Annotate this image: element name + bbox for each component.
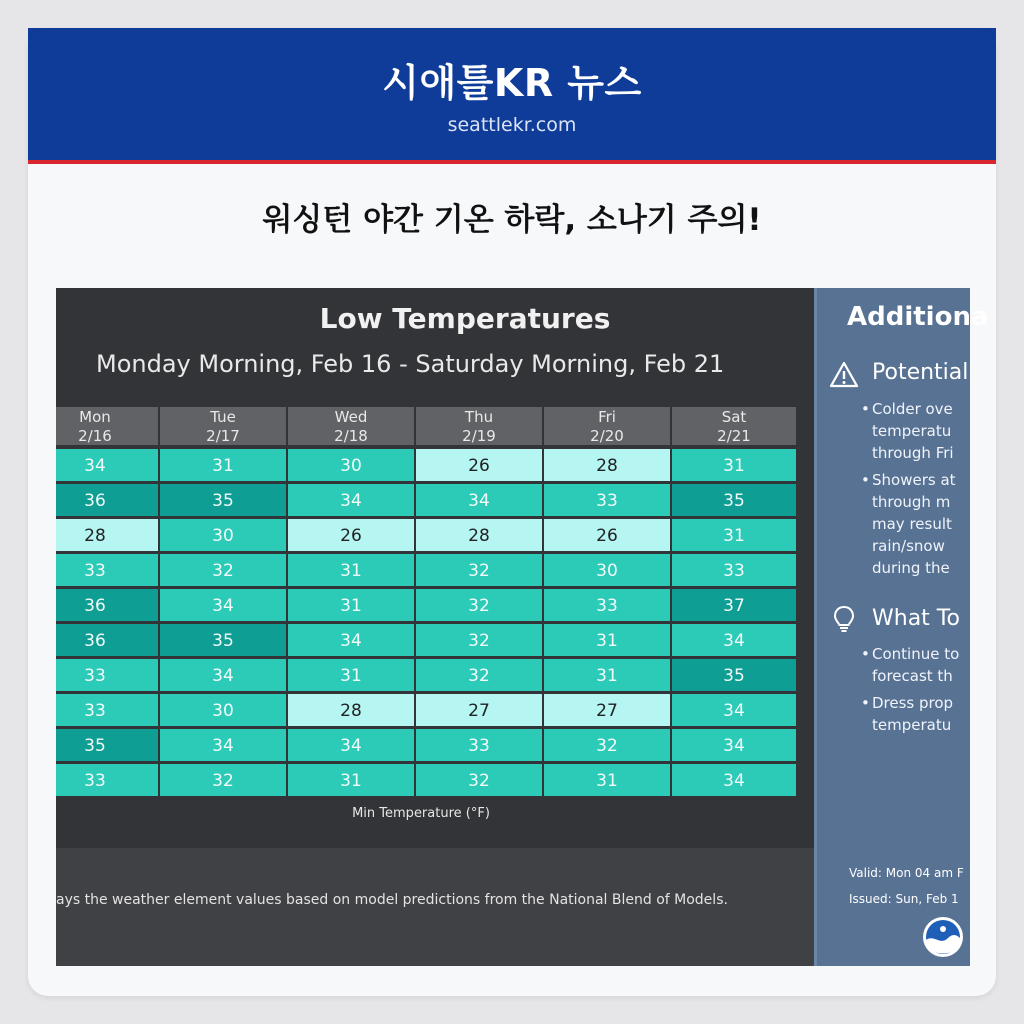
temperature-value: 35 [212,631,234,651]
temperature-value: 32 [468,631,490,651]
column-day-label: Mon [79,408,111,426]
temperature-value: 36 [84,596,106,616]
temperature-value: 34 [723,631,745,651]
lightbulb-icon [829,604,859,634]
temperature-value: 34 [84,456,106,476]
site-url[interactable]: seattlekr.com [447,114,577,136]
temperature-value: 33 [84,771,106,791]
temperature-cell [56,764,158,796]
temperature-cell [56,694,158,726]
temperature-value: 33 [84,561,106,581]
potential-item-1: • Colder ove temperatu through Fri [861,400,954,462]
news-card [28,28,996,996]
temperature-value: 35 [723,491,745,511]
column-day-label: Thu [464,408,494,426]
temperature-value: 30 [212,526,234,546]
temperature-value: 36 [84,631,106,651]
potential-item-2-line: during the [872,559,950,577]
temperature-value: 31 [340,561,362,581]
temperature-value: 31 [340,771,362,791]
temperature-cell [56,589,158,621]
additional-info-panel [814,288,989,966]
temperature-value: 34 [212,666,234,686]
chart-title: Low Temperatures [319,302,611,335]
temperature-value: 28 [84,526,106,546]
temperature-value: 34 [212,596,234,616]
column-day-label: Fri [598,408,616,426]
temperature-cell [56,729,158,761]
chart-subtitle: Monday Morning, Feb 16 - Saturday Morning, Feb 21 [96,350,725,378]
temperature-value: 31 [596,631,618,651]
temperature-cell [56,659,158,691]
temperature-value: 30 [340,456,362,476]
temperature-value: 31 [723,526,745,546]
temperature-value: 30 [212,701,234,721]
temperature-cell [56,484,158,516]
side-panel-title: Additiona [847,302,989,332]
temperature-value: 32 [212,771,234,791]
potential-heading: Potential [872,360,969,385]
column-day-label: Sat [721,408,747,426]
temperature-value: 34 [340,736,362,756]
temperature-value: 28 [596,456,618,476]
column-date-label: 2/18 [334,427,368,445]
temperature-value: 32 [468,666,490,686]
warning-icon [829,360,859,390]
temperature-value: 28 [340,701,362,721]
temperature-value: 32 [468,596,490,616]
temperature-value: 32 [468,771,490,791]
temperature-value: 35 [723,666,745,686]
potential-item-2-line: rain/snow [872,537,945,555]
temperature-value: 33 [596,491,618,511]
potential-item-2-line: Showers at [872,471,956,489]
column-day-label: Tue [210,408,236,426]
what-to-do-heading: What To [872,606,960,631]
what-to-do-item-2-line: Dress prop [872,694,954,712]
potential-item-1-line: through Fri [872,444,954,462]
temperature-value: 35 [84,736,106,756]
temperature-value: 33 [723,561,745,581]
temperature-value: 26 [468,456,490,476]
issued-time: Issued: Sun, Feb 1 [849,892,959,906]
valid-time: Valid: Mon 04 am F [849,866,964,880]
temperature-value: 34 [723,736,745,756]
temperature-value: 31 [340,596,362,616]
potential-item-2: • Showers at through m may result rain/snow during the [861,471,956,577]
temperature-value: 33 [84,666,106,686]
column-date-label: 2/20 [590,427,624,445]
temperature-value: 32 [468,561,490,581]
temperature-value: 33 [468,736,490,756]
temperature-value: 31 [340,666,362,686]
temperature-value: 27 [596,701,618,721]
forecast-infographic [56,288,989,966]
article-headline: 워싱턴 야간 기온 하락, 소나기 주의! [262,202,762,238]
model-footnote: ays the weather element values based on model predictions from the National Blend of Models. [56,892,728,908]
temperature-value: 33 [596,596,618,616]
temperature-cell [56,449,158,481]
what-to-do-item-1-line: Continue to [872,645,960,663]
temperature-value: 31 [596,771,618,791]
temperature-panel [56,288,814,966]
temperature-cell [56,519,158,551]
column-day-label: Wed [334,408,368,426]
temperature-value: 34 [340,491,362,511]
temperature-value: 27 [468,701,490,721]
temperature-value: 34 [723,771,745,791]
potential-item-2-line: may result [872,515,952,533]
temperature-value: 31 [212,456,234,476]
temperature-value: 34 [340,631,362,651]
column-date-label: 2/19 [462,427,496,445]
temperature-value: 31 [596,666,618,686]
temperature-value: 26 [596,526,618,546]
temperature-value: 28 [468,526,490,546]
x-axis-label: Min Temperature (°F) [352,806,490,821]
what-to-do-item-1: • Continue to forecast th [861,645,960,685]
news-banner [28,28,996,164]
temperature-value: 35 [212,491,234,511]
temperature-value: 34 [468,491,490,511]
temperature-value: 31 [723,456,745,476]
column-date-label: 2/17 [206,427,240,445]
what-to-do-item-2-line: temperatu [872,716,952,734]
what-to-do-item-1-line: forecast th [872,667,953,685]
potential-item-2-line: through m [872,493,951,511]
temperature-cell [56,554,158,586]
potential-item-1-line: Colder ove [872,400,953,418]
brand-title: 시애틀KR 뉴스 [382,61,642,105]
temperature-value: 34 [723,701,745,721]
what-to-do-item-2: • Dress prop temperatu [861,694,954,734]
column-date-label: 2/21 [717,427,751,445]
noaa-logo-icon [922,916,964,958]
temperature-value: 30 [596,561,618,581]
temperature-value: 26 [340,526,362,546]
temperature-value: 34 [212,736,234,756]
temperature-value: 32 [596,736,618,756]
potential-item-1-line: temperatu [872,422,952,440]
temperature-value: 37 [723,596,745,616]
temperature-cell [56,624,158,656]
temperature-table [56,288,814,808]
column-date-label: 2/16 [78,427,112,445]
temperature-value: 36 [84,491,106,511]
temperature-value: 32 [212,561,234,581]
temperature-value: 33 [84,701,106,721]
